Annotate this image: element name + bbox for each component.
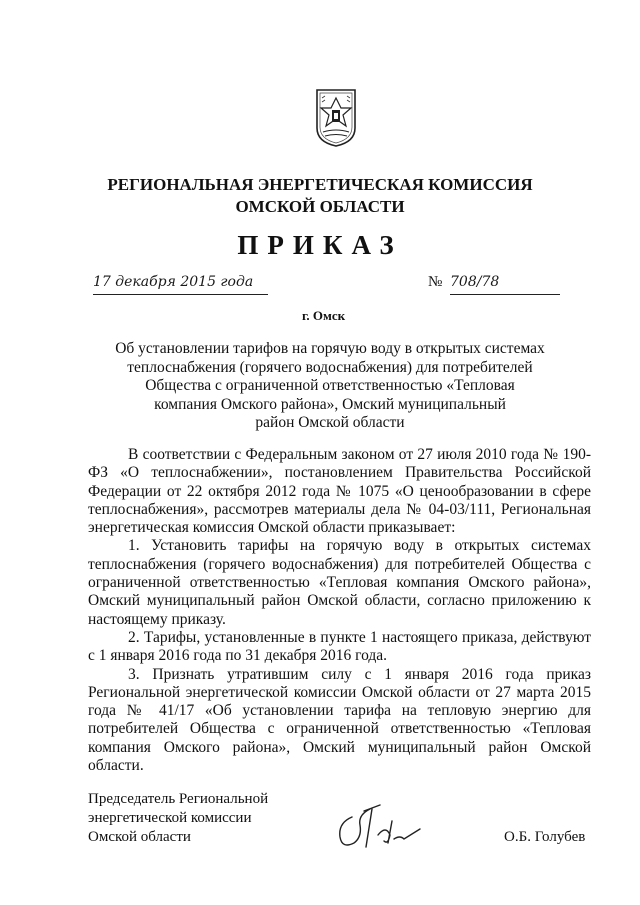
order-subject <box>110 340 550 433</box>
organization-name-line2: ОМСКОЙ ОБЛАСТИ <box>235 197 405 216</box>
position-line: Омской области <box>88 829 191 845</box>
order-number: 708/78 <box>450 274 560 295</box>
organization-name-line1: РЕГИОНАЛЬНАЯ ЭНЕРГЕТИЧЕСКАЯ КОМИССИЯ <box>107 175 533 194</box>
position-line: энергетической комиссии <box>88 810 252 826</box>
city-name: г. Омск <box>302 308 346 323</box>
item-2-paragraph: 2. Тарифы, установленные в пункте 1 настоящего приказа, действуют с 1 января 2016 года по 31 декабря 2016 года. <box>88 628 591 665</box>
order-body <box>88 446 591 775</box>
item-1-paragraph: 1. Установить тарифы на горячую воду в открытых системах теплоснабжения (горячего водоснабжения) для потребителей Общества с ограниченной ответственностью «Тепловая компания Омского района», Омский муниципальный район Омской области, согласно приложению к настоящему приказу. <box>88 537 591 628</box>
subject-line: Общества с ограниченной ответственностью «Тепловая <box>145 377 515 394</box>
subject-line: теплоснабжения (горячего водоснабжения) для потребителей <box>127 358 533 376</box>
signatory-name: О.Б. Голубев <box>504 829 586 845</box>
coat-of-arms-emblem <box>315 88 357 148</box>
position-line: Председатель Региональной <box>88 791 269 807</box>
order-date: 17 декабря 2015 года <box>93 274 268 295</box>
subject-line: компания Омского района», Омский муниципальный <box>154 395 506 413</box>
item-3-paragraph: 3. Признать утратившим силу с 1 января 2016 года приказ Региональной энергетической комиссии Омской области от 27 марта 2015 года № 41/17 «Об установлении тарифа на тепловую энергию для потребителей Общества с ограниченной ответственностью «Тепловая компания Омского района», Омский муниципальный район Омской области. <box>88 665 591 775</box>
document-type-title: ПРИКАЗ <box>237 230 403 260</box>
subject-line: Об установлении тарифов на горячую воду в открытых системах <box>115 340 545 357</box>
subject-line: район Омской области <box>255 414 405 431</box>
order-number-label: № <box>428 274 443 290</box>
preamble-paragraph: В соответствии с Федеральным законом от 27 июля 2010 года № 190-ФЗ «О теплоснабжении», постановлением Правительства Российской Федерации от 22 октября 2012 года № 1075 «О ценообразовании в сфере теплоснабжения», рассмотрев материалы дела № 04-03/111, Региональная энергетическая комиссия Омской области приказывает: <box>88 446 591 537</box>
handwritten-signature <box>330 795 440 855</box>
signatory-position <box>88 790 268 847</box>
